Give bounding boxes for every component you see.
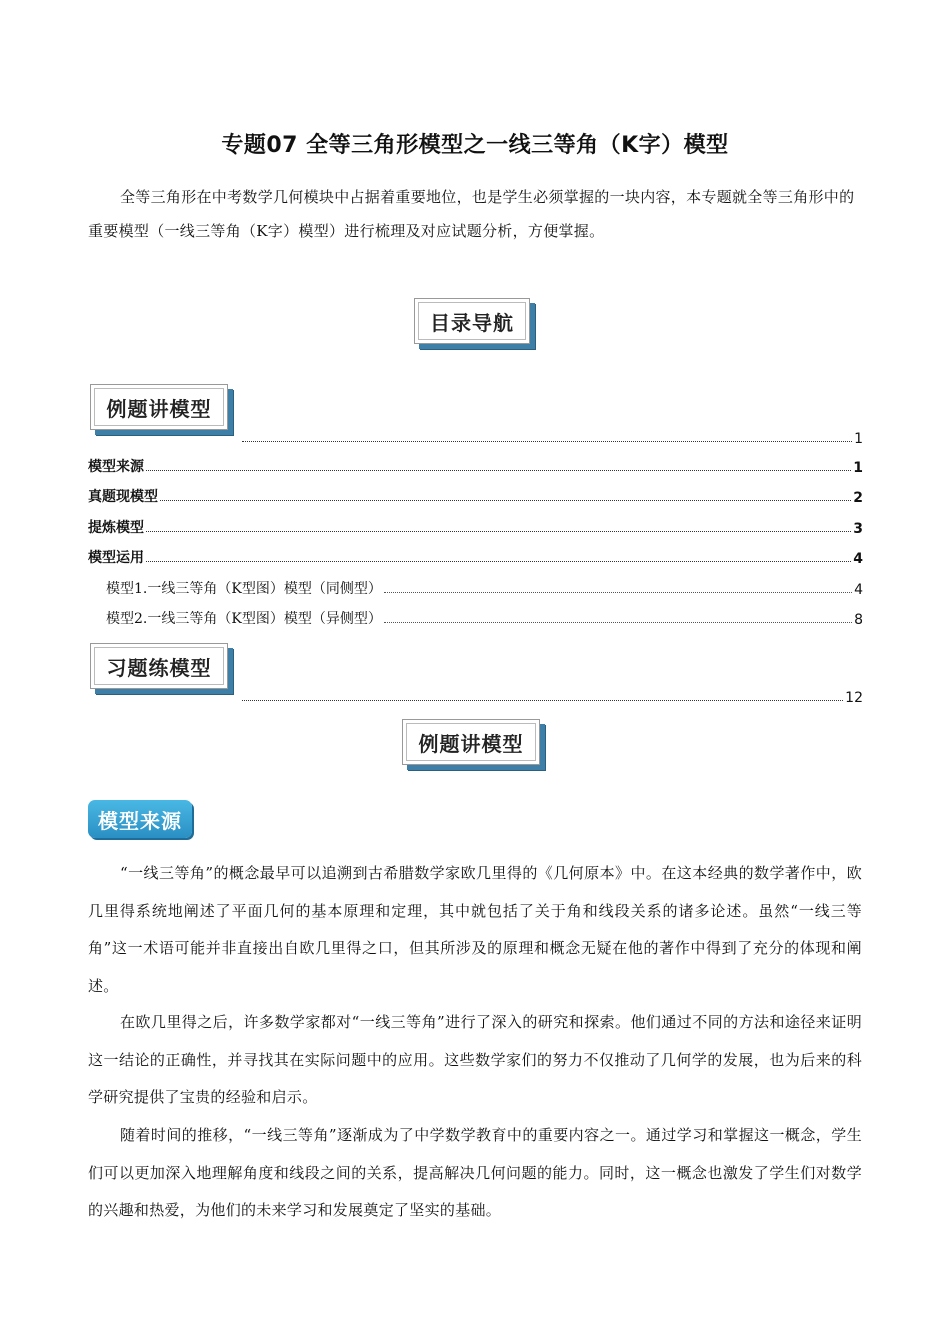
- body-paragraph-1: “一线三等角”的概念最早可以追溯到古希腊数学家欧几里得的《几何原本》中。在这本经典的数学著作中，欧几里得系统地阐述了平面几何的基本原理和定理，其中就包括了关于角和线段关系的诸多论述。虽然“一线三等角”这一术语可能并非直接出自欧几里得之口，但其所涉及的原理和概念无疑在他的著作中得到了充分的体现和阐述。: [88, 864, 862, 995]
- example-heading-box-2: [402, 719, 540, 765]
- toc-leader: [384, 592, 852, 593]
- toc-leader: [146, 561, 851, 562]
- toc-page-number: 12: [845, 690, 863, 706]
- toc-row-refine[interactable]: [88, 517, 863, 537]
- toc-leader: [242, 700, 843, 701]
- toc-page-number: 1: [854, 431, 863, 447]
- example-heading-box: [90, 384, 228, 430]
- toc-item-label: 提炼模型: [88, 520, 144, 536]
- toc-row-example[interactable]: [242, 427, 863, 447]
- toc-page-number: 8: [854, 612, 863, 628]
- example-heading-2: 例题讲模型: [418, 731, 524, 756]
- toc-leader: [160, 500, 851, 501]
- toc-row-real-questions[interactable]: [88, 486, 863, 506]
- body-paragraph-3: 随着时间的推移，“一线三等角”逐渐成为了中学数学教育中的重要内容之一。通过学习和掌握这一概念，学生们可以更加深入地理解角度和线段之间的关系，提高解决几何问题的能力。同时，这一概念也激发了学生们对数学的兴趣和热爱，为他们的未来学习和发展奠定了坚实的基础。: [88, 1126, 862, 1219]
- page-title: 专题07 全等三角形模型之一线三等角（K字）模型: [221, 133, 729, 158]
- exercise-heading-box: [90, 643, 228, 689]
- toc-page-number: 4: [854, 582, 863, 598]
- toc-row-source[interactable]: [88, 456, 863, 476]
- toc-heading: 目录导航: [430, 310, 514, 335]
- toc-item-label: 模型来源: [88, 459, 144, 475]
- toc-heading-box: [414, 298, 530, 344]
- example-heading: 例题讲模型: [106, 396, 212, 421]
- toc-leader: [384, 622, 852, 623]
- toc-row-apply[interactable]: [88, 547, 863, 567]
- toc-row-exercise[interactable]: [242, 686, 863, 706]
- model-source-badge: 模型来源: [88, 800, 192, 838]
- intro-paragraph: 全等三角形在中考数学几何模块中占据着重要地位，也是学生必须掌握的一块内容，本专题就全等三角形中的重要模型（一线三等角（K字）模型）进行梳理及对应试题分析，方便掌握。: [88, 188, 855, 240]
- toc-leader: [146, 531, 851, 532]
- toc-row-model-1[interactable]: [106, 578, 863, 598]
- toc-row-model-2[interactable]: [106, 608, 863, 628]
- toc-subitem-label: 模型1.一线三等角（K型图）模型（同侧型）: [106, 581, 382, 597]
- toc-page-number: 3: [853, 521, 863, 537]
- toc-item-label: 真题现模型: [88, 489, 158, 505]
- exercise-heading: 习题练模型: [106, 655, 212, 680]
- toc-page-number: 4: [853, 551, 863, 567]
- toc-page-number: 2: [853, 490, 863, 506]
- toc-leader: [146, 470, 851, 471]
- toc-item-label: 模型运用: [88, 550, 144, 566]
- body-paragraph-2: 在欧几里得之后，许多数学家都对“一线三等角”进行了深入的研究和探索。他们通过不同的方法和途径来证明这一结论的正确性，并寻找其在实际问题中的应用。这些数学家们的努力不仅推动了几何学的发展，也为后来的科学研究提供了宝贵的经验和启示。: [88, 1013, 862, 1106]
- toc-page-number: 1: [853, 460, 863, 476]
- toc-leader: [242, 441, 852, 442]
- toc-subitem-label: 模型2.一线三等角（K型图）模型（异侧型）: [106, 611, 382, 627]
